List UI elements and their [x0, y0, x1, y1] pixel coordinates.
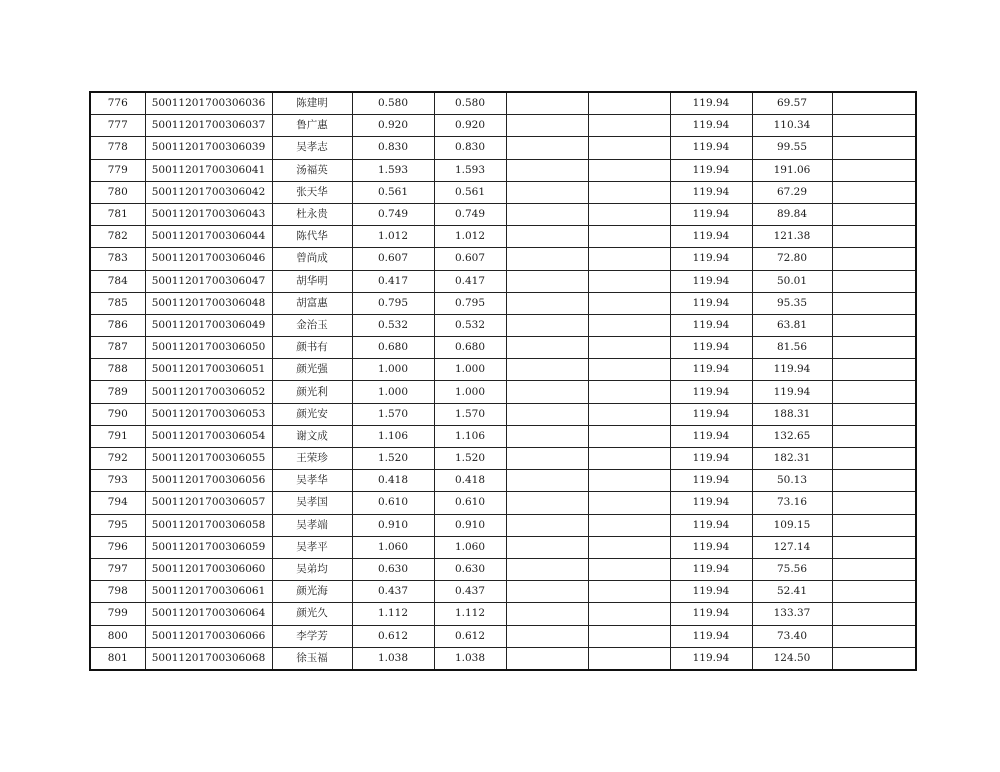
- household-code-cell: 50011201700306051: [145, 359, 272, 381]
- name-cell: 汤福英: [272, 159, 352, 181]
- empty-cell-d: [588, 403, 670, 425]
- area-cell-b: 1.570: [434, 403, 506, 425]
- name-cell: 吴弟均: [272, 558, 352, 580]
- household-code-cell: 50011201700306061: [145, 581, 272, 603]
- empty-cell-d: [588, 514, 670, 536]
- table-row: [90, 292, 916, 314]
- unit-price-cell: 119.94: [670, 448, 752, 470]
- row-number-cell: 780: [90, 181, 145, 203]
- amount-cell: 191.06: [752, 159, 832, 181]
- table-row: [90, 514, 916, 536]
- household-code-cell: 50011201700306046: [145, 248, 272, 270]
- name-cell: 吴孝端: [272, 514, 352, 536]
- empty-cell-d: [588, 181, 670, 203]
- area-cell-b: 1.038: [434, 647, 506, 670]
- unit-price-cell: 119.94: [670, 625, 752, 647]
- unit-price-cell: 119.94: [670, 337, 752, 359]
- area-cell-a: 0.418: [352, 470, 434, 492]
- area-cell-b: 0.437: [434, 581, 506, 603]
- area-cell-b: 1.112: [434, 603, 506, 625]
- empty-cell-c: [506, 625, 588, 647]
- household-code-cell: 50011201700306036: [145, 92, 272, 115]
- empty-cell-c: [506, 470, 588, 492]
- empty-cell-c: [506, 292, 588, 314]
- name-cell: 杜永贵: [272, 203, 352, 225]
- unit-price-cell: 119.94: [670, 603, 752, 625]
- unit-price-cell: 119.94: [670, 558, 752, 580]
- row-number-cell: 787: [90, 337, 145, 359]
- amount-cell: 63.81: [752, 314, 832, 336]
- household-code-cell: 50011201700306057: [145, 492, 272, 514]
- note-cell: [832, 92, 916, 115]
- unit-price-cell: 119.94: [670, 536, 752, 558]
- empty-cell-c: [506, 226, 588, 248]
- empty-cell-d: [588, 359, 670, 381]
- amount-cell: 121.38: [752, 226, 832, 248]
- area-cell-a: 0.920: [352, 115, 434, 137]
- area-cell-a: 1.000: [352, 359, 434, 381]
- note-cell: [832, 425, 916, 447]
- area-cell-a: 0.532: [352, 314, 434, 336]
- row-number-cell: 779: [90, 159, 145, 181]
- amount-cell: 109.15: [752, 514, 832, 536]
- table-body: [90, 92, 916, 670]
- area-cell-a: 1.106: [352, 425, 434, 447]
- row-number-cell: 800: [90, 625, 145, 647]
- area-cell-a: 0.612: [352, 625, 434, 647]
- name-cell: 胡华明: [272, 270, 352, 292]
- table-row: [90, 92, 916, 115]
- amount-cell: 50.13: [752, 470, 832, 492]
- unit-price-cell: 119.94: [670, 159, 752, 181]
- area-cell-a: 0.795: [352, 292, 434, 314]
- area-cell-a: 1.000: [352, 381, 434, 403]
- row-number-cell: 781: [90, 203, 145, 225]
- area-cell-a: 0.830: [352, 137, 434, 159]
- amount-cell: 75.56: [752, 558, 832, 580]
- empty-cell-c: [506, 337, 588, 359]
- table-row: [90, 115, 916, 137]
- empty-cell-c: [506, 92, 588, 115]
- table-row: [90, 159, 916, 181]
- area-cell-b: 1.106: [434, 425, 506, 447]
- area-cell-a: 0.561: [352, 181, 434, 203]
- name-cell: 吴孝国: [272, 492, 352, 514]
- area-cell-a: 0.630: [352, 558, 434, 580]
- empty-cell-d: [588, 270, 670, 292]
- empty-cell-c: [506, 359, 588, 381]
- empty-cell-c: [506, 159, 588, 181]
- note-cell: [832, 226, 916, 248]
- area-cell-a: 1.060: [352, 536, 434, 558]
- note-cell: [832, 448, 916, 470]
- empty-cell-c: [506, 115, 588, 137]
- area-cell-a: 0.680: [352, 337, 434, 359]
- table-row: [90, 359, 916, 381]
- empty-cell-d: [588, 603, 670, 625]
- amount-cell: 133.37: [752, 603, 832, 625]
- note-cell: [832, 403, 916, 425]
- empty-cell-c: [506, 448, 588, 470]
- area-cell-b: 0.561: [434, 181, 506, 203]
- household-code-cell: 50011201700306050: [145, 337, 272, 359]
- area-cell-b: 1.520: [434, 448, 506, 470]
- unit-price-cell: 119.94: [670, 92, 752, 115]
- row-number-cell: 791: [90, 425, 145, 447]
- amount-cell: 89.84: [752, 203, 832, 225]
- name-cell: 陈代华: [272, 226, 352, 248]
- amount-cell: 188.31: [752, 403, 832, 425]
- empty-cell-c: [506, 581, 588, 603]
- area-cell-b: 1.593: [434, 159, 506, 181]
- name-cell: 颜光利: [272, 381, 352, 403]
- area-cell-a: 1.593: [352, 159, 434, 181]
- row-number-cell: 790: [90, 403, 145, 425]
- amount-cell: 69.57: [752, 92, 832, 115]
- amount-cell: 127.14: [752, 536, 832, 558]
- empty-cell-c: [506, 314, 588, 336]
- name-cell: 颜光久: [272, 603, 352, 625]
- table-row: [90, 647, 916, 670]
- area-cell-b: 1.000: [434, 359, 506, 381]
- note-cell: [832, 625, 916, 647]
- area-cell-a: 0.437: [352, 581, 434, 603]
- empty-cell-d: [588, 92, 670, 115]
- unit-price-cell: 119.94: [670, 203, 752, 225]
- row-number-cell: 795: [90, 514, 145, 536]
- empty-cell-d: [588, 137, 670, 159]
- empty-cell-d: [588, 115, 670, 137]
- empty-cell-d: [588, 492, 670, 514]
- empty-cell-d: [588, 647, 670, 670]
- empty-cell-d: [588, 425, 670, 447]
- empty-cell-c: [506, 603, 588, 625]
- household-code-cell: 50011201700306056: [145, 470, 272, 492]
- area-cell-b: 0.910: [434, 514, 506, 536]
- empty-cell-d: [588, 625, 670, 647]
- name-cell: 张天华: [272, 181, 352, 203]
- table-row: [90, 536, 916, 558]
- name-cell: 金治玉: [272, 314, 352, 336]
- row-number-cell: 796: [90, 536, 145, 558]
- table-row: [90, 448, 916, 470]
- household-code-cell: 50011201700306043: [145, 203, 272, 225]
- amount-cell: 72.80: [752, 248, 832, 270]
- amount-cell: 182.31: [752, 448, 832, 470]
- household-code-cell: 50011201700306068: [145, 647, 272, 670]
- name-cell: 吴孝平: [272, 536, 352, 558]
- area-cell-b: 0.612: [434, 625, 506, 647]
- note-cell: [832, 292, 916, 314]
- amount-cell: 124.50: [752, 647, 832, 670]
- household-code-cell: 50011201700306066: [145, 625, 272, 647]
- row-number-cell: 793: [90, 470, 145, 492]
- name-cell: 颜光海: [272, 581, 352, 603]
- area-cell-a: 0.417: [352, 270, 434, 292]
- area-cell-a: 1.038: [352, 647, 434, 670]
- area-cell-a: 1.570: [352, 403, 434, 425]
- empty-cell-c: [506, 558, 588, 580]
- household-code-cell: 50011201700306047: [145, 270, 272, 292]
- amount-cell: 119.94: [752, 359, 832, 381]
- area-cell-b: 0.630: [434, 558, 506, 580]
- empty-cell-d: [588, 337, 670, 359]
- unit-price-cell: 119.94: [670, 314, 752, 336]
- area-cell-b: 0.418: [434, 470, 506, 492]
- area-cell-b: 0.580: [434, 92, 506, 115]
- row-number-cell: 798: [90, 581, 145, 603]
- name-cell: 颜光安: [272, 403, 352, 425]
- row-number-cell: 799: [90, 603, 145, 625]
- amount-cell: 99.55: [752, 137, 832, 159]
- household-code-cell: 50011201700306054: [145, 425, 272, 447]
- area-cell-b: 0.749: [434, 203, 506, 225]
- table-row: [90, 248, 916, 270]
- amount-cell: 95.35: [752, 292, 832, 314]
- empty-cell-c: [506, 536, 588, 558]
- table-row: [90, 381, 916, 403]
- table-row: [90, 314, 916, 336]
- note-cell: [832, 581, 916, 603]
- name-cell: 颜书有: [272, 337, 352, 359]
- household-code-cell: 50011201700306055: [145, 448, 272, 470]
- row-number-cell: 776: [90, 92, 145, 115]
- note-cell: [832, 514, 916, 536]
- household-code-cell: 50011201700306044: [145, 226, 272, 248]
- area-cell-a: 0.610: [352, 492, 434, 514]
- area-cell-b: 1.060: [434, 536, 506, 558]
- table-row: [90, 425, 916, 447]
- note-cell: [832, 492, 916, 514]
- household-code-cell: 50011201700306059: [145, 536, 272, 558]
- empty-cell-c: [506, 425, 588, 447]
- name-cell: 曾尚成: [272, 248, 352, 270]
- note-cell: [832, 248, 916, 270]
- row-number-cell: 786: [90, 314, 145, 336]
- table-row: [90, 492, 916, 514]
- household-code-cell: 50011201700306049: [145, 314, 272, 336]
- amount-cell: 50.01: [752, 270, 832, 292]
- empty-cell-c: [506, 181, 588, 203]
- note-cell: [832, 137, 916, 159]
- area-cell-a: 0.580: [352, 92, 434, 115]
- empty-cell-c: [506, 381, 588, 403]
- amount-cell: 73.40: [752, 625, 832, 647]
- note-cell: [832, 159, 916, 181]
- empty-cell-d: [588, 248, 670, 270]
- name-cell: 谢文成: [272, 425, 352, 447]
- unit-price-cell: 119.94: [670, 647, 752, 670]
- household-code-cell: 50011201700306041: [145, 159, 272, 181]
- household-code-cell: 50011201700306058: [145, 514, 272, 536]
- row-number-cell: 794: [90, 492, 145, 514]
- name-cell: 吴孝华: [272, 470, 352, 492]
- empty-cell-c: [506, 647, 588, 670]
- amount-cell: 81.56: [752, 337, 832, 359]
- empty-cell-c: [506, 403, 588, 425]
- household-code-cell: 50011201700306053: [145, 403, 272, 425]
- row-number-cell: 785: [90, 292, 145, 314]
- note-cell: [832, 181, 916, 203]
- amount-cell: 67.29: [752, 181, 832, 203]
- row-number-cell: 797: [90, 558, 145, 580]
- note-cell: [832, 558, 916, 580]
- household-code-cell: 50011201700306037: [145, 115, 272, 137]
- table-row: [90, 203, 916, 225]
- note-cell: [832, 647, 916, 670]
- row-number-cell: 788: [90, 359, 145, 381]
- unit-price-cell: 119.94: [670, 514, 752, 536]
- area-cell-a: 1.520: [352, 448, 434, 470]
- area-cell-b: 0.532: [434, 314, 506, 336]
- note-cell: [832, 536, 916, 558]
- name-cell: 李学芳: [272, 625, 352, 647]
- unit-price-cell: 119.94: [670, 403, 752, 425]
- area-cell-a: 0.910: [352, 514, 434, 536]
- name-cell: 吴孝志: [272, 137, 352, 159]
- table-row: [90, 226, 916, 248]
- area-cell-b: 1.000: [434, 381, 506, 403]
- empty-cell-d: [588, 226, 670, 248]
- name-cell: 颜光强: [272, 359, 352, 381]
- note-cell: [832, 203, 916, 225]
- empty-cell-d: [588, 203, 670, 225]
- area-cell-b: 0.830: [434, 137, 506, 159]
- row-number-cell: 782: [90, 226, 145, 248]
- amount-cell: 110.34: [752, 115, 832, 137]
- row-number-cell: 777: [90, 115, 145, 137]
- unit-price-cell: 119.94: [670, 581, 752, 603]
- unit-price-cell: 119.94: [670, 137, 752, 159]
- empty-cell-d: [588, 314, 670, 336]
- table-row: [90, 137, 916, 159]
- name-cell: 陈建明: [272, 92, 352, 115]
- area-cell-a: 1.012: [352, 226, 434, 248]
- area-cell-a: 0.607: [352, 248, 434, 270]
- empty-cell-d: [588, 159, 670, 181]
- name-cell: 徐玉福: [272, 647, 352, 670]
- table-row: [90, 403, 916, 425]
- amount-cell: 132.65: [752, 425, 832, 447]
- area-cell-b: 0.795: [434, 292, 506, 314]
- area-cell-b: 0.607: [434, 248, 506, 270]
- note-cell: [832, 314, 916, 336]
- note-cell: [832, 337, 916, 359]
- area-cell-b: 0.417: [434, 270, 506, 292]
- row-number-cell: 784: [90, 270, 145, 292]
- amount-cell: 52.41: [752, 581, 832, 603]
- name-cell: 胡富惠: [272, 292, 352, 314]
- empty-cell-c: [506, 137, 588, 159]
- empty-cell-d: [588, 448, 670, 470]
- unit-price-cell: 119.94: [670, 425, 752, 447]
- empty-cell-c: [506, 514, 588, 536]
- note-cell: [832, 270, 916, 292]
- area-cell-b: 0.680: [434, 337, 506, 359]
- household-code-cell: 50011201700306042: [145, 181, 272, 203]
- name-cell: 王荣珍: [272, 448, 352, 470]
- unit-price-cell: 119.94: [670, 381, 752, 403]
- unit-price-cell: 119.94: [670, 181, 752, 203]
- table-row: [90, 337, 916, 359]
- table-row: [90, 625, 916, 647]
- note-cell: [832, 115, 916, 137]
- table-row: [90, 270, 916, 292]
- empty-cell-d: [588, 536, 670, 558]
- household-code-cell: 50011201700306048: [145, 292, 272, 314]
- unit-price-cell: 119.94: [670, 115, 752, 137]
- table-row: [90, 603, 916, 625]
- unit-price-cell: 119.94: [670, 470, 752, 492]
- area-cell-b: 1.012: [434, 226, 506, 248]
- empty-cell-c: [506, 248, 588, 270]
- table-row: [90, 470, 916, 492]
- table-row: [90, 181, 916, 203]
- name-cell: 鲁广惠: [272, 115, 352, 137]
- table-row: [90, 558, 916, 580]
- row-number-cell: 801: [90, 647, 145, 670]
- amount-cell: 119.94: [752, 381, 832, 403]
- household-code-cell: 50011201700306064: [145, 603, 272, 625]
- empty-cell-c: [506, 203, 588, 225]
- amount-cell: 73.16: [752, 492, 832, 514]
- row-number-cell: 792: [90, 448, 145, 470]
- unit-price-cell: 119.94: [670, 292, 752, 314]
- table-row: [90, 581, 916, 603]
- row-number-cell: 778: [90, 137, 145, 159]
- row-number-cell: 789: [90, 381, 145, 403]
- empty-cell-d: [588, 470, 670, 492]
- household-code-cell: 50011201700306039: [145, 137, 272, 159]
- household-code-cell: 50011201700306060: [145, 558, 272, 580]
- note-cell: [832, 603, 916, 625]
- unit-price-cell: 119.94: [670, 248, 752, 270]
- empty-cell-d: [588, 558, 670, 580]
- note-cell: [832, 381, 916, 403]
- unit-price-cell: 119.94: [670, 359, 752, 381]
- area-cell-b: 0.610: [434, 492, 506, 514]
- unit-price-cell: 119.94: [670, 226, 752, 248]
- area-cell-a: 0.749: [352, 203, 434, 225]
- unit-price-cell: 119.94: [670, 492, 752, 514]
- note-cell: [832, 470, 916, 492]
- unit-price-cell: 119.94: [670, 270, 752, 292]
- row-number-cell: 783: [90, 248, 145, 270]
- empty-cell-c: [506, 270, 588, 292]
- empty-cell-d: [588, 292, 670, 314]
- empty-cell-c: [506, 492, 588, 514]
- empty-cell-d: [588, 581, 670, 603]
- area-cell-a: 1.112: [352, 603, 434, 625]
- area-cell-b: 0.920: [434, 115, 506, 137]
- household-code-cell: 50011201700306052: [145, 381, 272, 403]
- empty-cell-d: [588, 381, 670, 403]
- note-cell: [832, 359, 916, 381]
- data-table: [89, 91, 917, 671]
